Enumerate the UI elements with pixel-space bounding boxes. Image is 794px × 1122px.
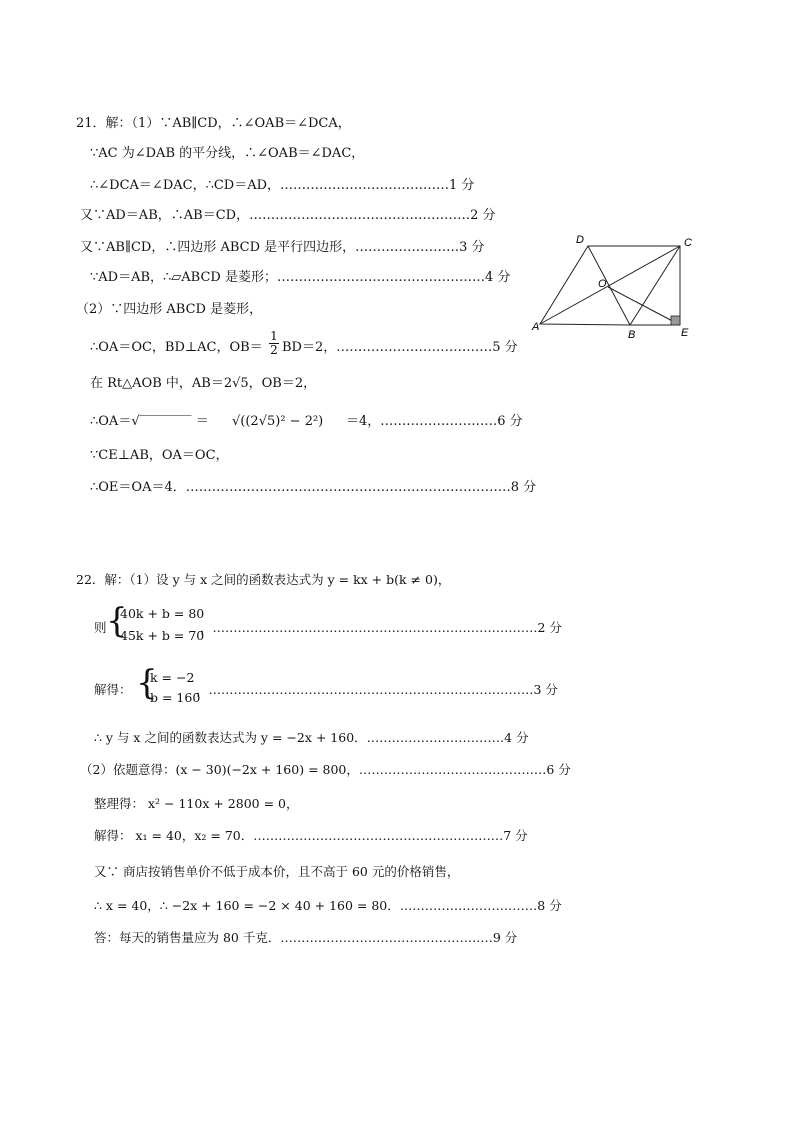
system-brace-1: { <box>106 601 128 641</box>
fraction-numerator: 1 <box>270 329 278 343</box>
q21-line-10-start: ∴OA＝√‾‾‾‾‾‾‾‾ ＝ <box>90 414 209 429</box>
q21-line-2: ∵AC 为∠DAB 的平分线，∴∠OAB＝∠DAC， <box>90 146 365 161</box>
q22-line-6: 整理得： x² − 110x + 2800 = 0， <box>94 796 299 811</box>
q21-line-8-start: ∴OA＝OC，BD⊥AC，OB＝ <box>90 340 263 355</box>
label-a: A <box>532 321 540 333</box>
label-e: E <box>681 327 689 339</box>
q21-line-12: ∴OE＝OA＝4．…………………………………………………………………8 分 <box>90 480 537 495</box>
q21-line-5: 又∵AB∥CD，∴四边形 ABCD 是平行四边形，……………………3 分 <box>80 240 485 255</box>
q21-line-3: ∴∠DCA＝∠DAC，∴CD＝AD，…………………………………1 分 <box>90 178 475 193</box>
system-brace-2: { <box>136 663 158 703</box>
q21-line-7: （2）∵四边形 ABCD 是菱形， <box>76 302 263 317</box>
q21-line-11: ∵CE⊥AB，OA＝OC， <box>90 448 229 463</box>
label-c: C <box>684 237 692 249</box>
system-2-eq-2: b = 160 <box>150 690 201 705</box>
q22-line-8: 又∵ 商店按销售单价不低于成本价，且不高于 60 元的价格销售， <box>94 864 460 879</box>
q21-line-4: 又∵AD＝AB，∴AB＝CD，……………………………………………2 分 <box>80 208 496 223</box>
q22-line-1: 22．解：（1）设 y 与 x 之间的函数表达式为 y = kx + b(k ≠ 0)， <box>76 572 451 587</box>
label-b: B <box>628 329 636 341</box>
q22-line-10: 答：每天的销售量应为 80 千克．……………………………………………9 分 <box>94 930 518 945</box>
fraction-one-half <box>269 330 279 357</box>
system-1-eq-1: 40k + b = 80 <box>120 606 205 621</box>
q21-line-10-radical: √((2√5)² − 2²) <box>232 414 324 429</box>
q22-line-7: 解得： x₁ = 40，x₂ = 70．……………………………………………………7 分 <box>94 828 528 843</box>
label-o: O <box>598 278 607 290</box>
segment-oe <box>608 287 680 325</box>
diagonal-ac <box>540 246 680 324</box>
q22-line-3-suffix: ，……………………………………………………………………3 分 <box>196 682 558 697</box>
q22-line-3-prefix: 解得： <box>94 682 132 697</box>
q21-line-1: 21．解：（1）∵AB∥CD，∴∠OAB＝∠DCA， <box>76 116 351 131</box>
q22-line-2-suffix: ，……………………………………………………………………2 分 <box>200 620 562 635</box>
q21-line-10-end: ＝4，………………………6 分 <box>346 414 523 429</box>
q22-line-9: ∴ x = 40，∴ −2x + 160 = −2 × 40 + 160 = 80．……………………………8 分 <box>94 898 562 913</box>
q22-line-2-prefix: 则 <box>94 620 107 635</box>
rhombus-figure <box>528 232 704 342</box>
q22-line-5: （2）依题意得：(x − 30)(−2x + 160) = 800，………………………………………6 分 <box>80 762 571 777</box>
q21-line-9: 在 Rt△AOB 中，AB＝2√5，OB＝2， <box>90 376 317 391</box>
q22-line-4: ∴ y 与 x 之间的函数表达式为 y = −2x + 160．……………………………4 分 <box>94 730 529 745</box>
fraction-denominator: 2 <box>270 343 278 357</box>
right-angle-mark <box>671 316 680 325</box>
q21-line-8-end: BD＝2，………………………………5 分 <box>282 340 518 355</box>
q21-line-6: ∵AD＝AB，∴▱ABCD 是菱形；…………………………………………4 分 <box>90 270 511 285</box>
system-2-eq-1: k = −2 <box>150 670 195 685</box>
label-d: D <box>576 234 584 246</box>
diagonal-bd <box>588 246 630 325</box>
system-1-eq-2: 45k + b = 70 <box>120 628 205 643</box>
